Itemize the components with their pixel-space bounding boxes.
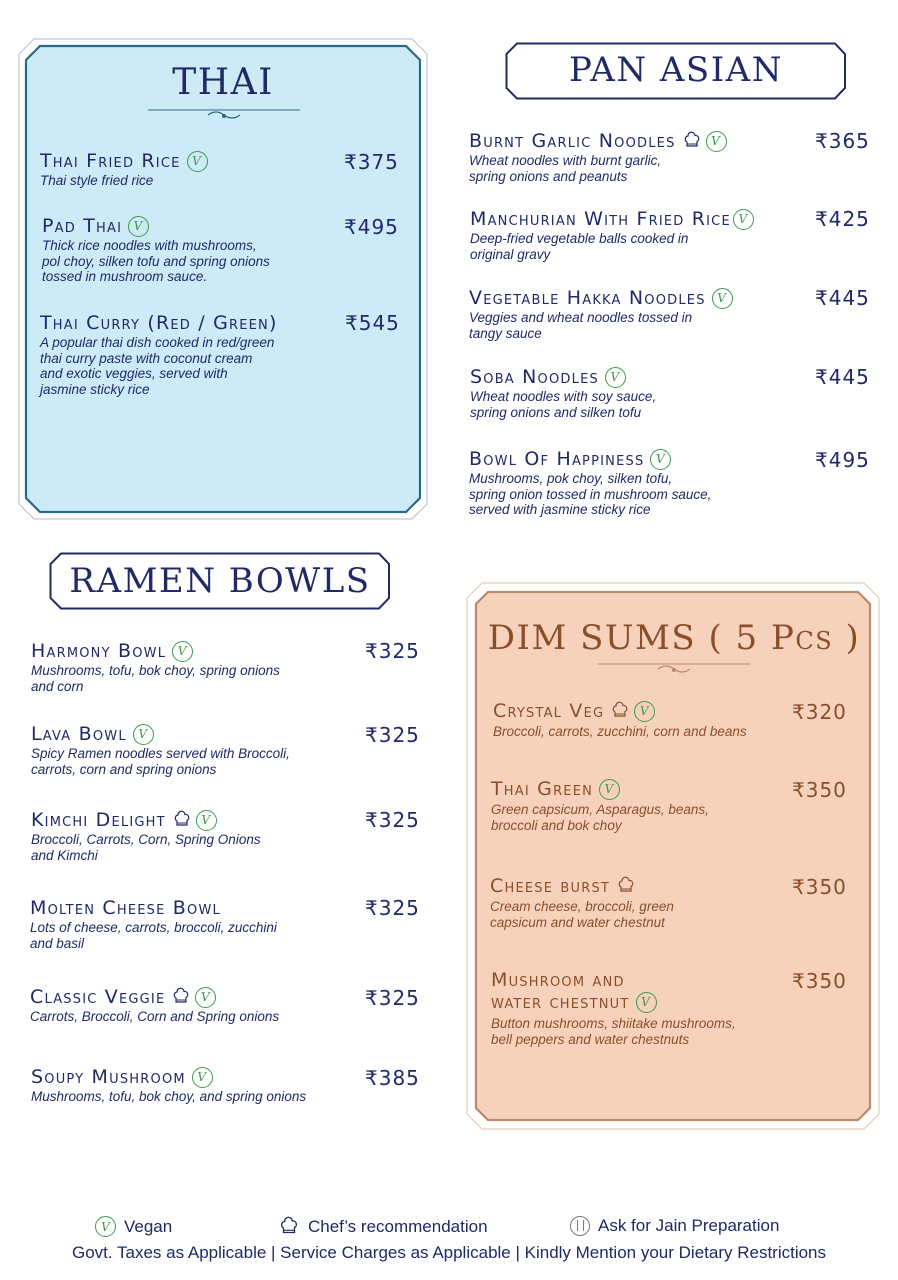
vegan-icon: V	[172, 641, 193, 662]
item-desc: Deep-fried vegetable balls cooked in original gravy	[470, 231, 689, 262]
item-price: ₹325	[365, 723, 420, 747]
item-price: ₹325	[365, 808, 420, 832]
legend-vegan	[95, 1216, 172, 1237]
item-desc: Carrots, Broccoli, Corn and Spring onions	[30, 1009, 280, 1024]
item-desc: Mushrooms, tofu, bok choy, and spring onions	[31, 1089, 307, 1104]
item-price: ₹350	[792, 875, 847, 899]
item-desc: Lots of cheese, carrots, broccoli, zucchini and basil	[30, 920, 277, 951]
vegan-icon: V	[192, 1067, 213, 1088]
item-name: Thai Fried Rice	[40, 150, 181, 172]
item-desc: Veggies and wheat noodles tossed in tangy sauce	[469, 310, 693, 341]
ramen-item-harmony	[31, 640, 351, 694]
pan-asian-item-soba	[470, 366, 790, 420]
thai-title-ornament	[146, 105, 302, 119]
item-name: Burnt Garlic Noodles	[469, 130, 676, 152]
vegan-icon: V	[195, 987, 216, 1008]
ramen-item-classic-veggie	[30, 986, 350, 1025]
vegan-icon: V	[196, 810, 217, 831]
pan-asian-title: PAN ASIAN	[569, 50, 783, 90]
item-name: Soba Noodles	[470, 366, 599, 388]
chef-hat-icon	[682, 131, 702, 151]
item-name-line2: water chestnut	[491, 991, 630, 1013]
vegan-icon: V	[706, 131, 727, 152]
vegan-icon: V	[650, 449, 671, 470]
legend	[0, 1214, 898, 1240]
item-price: ₹350	[792, 778, 847, 802]
item-price: ₹320	[792, 700, 847, 724]
ramen-item-kimchi	[31, 809, 351, 863]
item-price: ₹425	[815, 207, 870, 231]
item-price: ₹375	[344, 150, 399, 174]
legend-chef-label: Chef’s recommendation	[308, 1217, 488, 1236]
item-price: ₹545	[345, 311, 400, 335]
item-desc: Thick rice noodles with mushrooms, pol choy, silken tofu and spring onions tossed in mushroom sauce.	[42, 238, 270, 284]
item-desc: Broccoli, Carrots, Corn, Spring Onions and Kimchi	[31, 832, 261, 863]
thai-item-fried-rice	[40, 150, 340, 189]
item-price: ₹445	[815, 286, 870, 310]
chef-hat-icon	[278, 1216, 300, 1238]
item-name: Thai Curry (Red / Green)	[40, 312, 278, 334]
item-name: Molten Cheese Bowl	[30, 897, 221, 919]
item-name: Thai Green	[491, 778, 594, 800]
chef-hat-icon	[616, 876, 636, 896]
legend-jain	[570, 1216, 779, 1236]
vegan-icon: V	[634, 701, 655, 722]
item-name: Vegetable Hakka Noodles	[469, 287, 706, 309]
pan-asian-item-burnt-garlic	[469, 130, 809, 184]
vegan-icon: V	[733, 209, 754, 230]
item-desc: A popular thai dish cooked in red/green thai curry paste with coconut cream and exotic veggies, served with jasmine sticky rice	[40, 335, 275, 397]
item-price: ₹385	[365, 1066, 420, 1090]
item-desc: Button mushrooms, shiitake mushrooms, bell peppers and water chestnuts	[491, 1016, 736, 1047]
chef-hat-icon	[171, 987, 191, 1007]
pan-asian-item-hakka	[469, 287, 809, 341]
item-price: ₹325	[365, 639, 420, 663]
chef-hat-icon	[610, 701, 630, 721]
dim-sums-title: DIM SUMS ( 5 Pcs )	[487, 618, 861, 658]
legend-jain-label: Ask for Jain Preparation	[598, 1216, 780, 1235]
dim-sums-title-ornament	[596, 659, 752, 673]
item-price: ₹325	[365, 896, 420, 920]
item-desc: Broccoli, carrots, zucchini, corn and beans	[493, 724, 747, 739]
dim-sums-item-cheese-burst	[490, 875, 790, 930]
vegan-icon: V	[133, 724, 154, 745]
ramen-item-soupy-mushroom	[31, 1066, 351, 1105]
thai-item-pad-thai	[42, 215, 342, 285]
thai-title: THAI	[172, 62, 274, 103]
vegan-icon: V	[605, 367, 626, 388]
item-name: Crystal Veg	[493, 700, 605, 722]
thai-item-curry	[40, 312, 340, 397]
item-price: ₹350	[792, 969, 847, 993]
footer-note: Govt. Taxes as Applicable | Service Charges as Applicable | Kindly Mention your Dietary Restrictions	[71, 1243, 827, 1262]
pan-asian-item-bowl-of-happiness	[469, 448, 799, 518]
item-name: Soupy Mushroom	[31, 1066, 186, 1088]
item-name: Manchurian With Fried Rice	[470, 208, 731, 230]
item-name: Pad Thai	[42, 215, 123, 237]
item-price: ₹445	[815, 365, 870, 389]
item-price: ₹495	[815, 448, 870, 472]
item-name: Classic Veggie	[30, 986, 166, 1008]
item-desc: Thai style fried rice	[40, 173, 154, 188]
item-desc: Wheat noodles with soy sauce, spring onions and silken tofu	[470, 389, 657, 420]
item-desc: Green capsicum, Asparagus, beans, broccoli and bok choy	[491, 802, 709, 833]
legend-vegan-label: Vegan	[124, 1216, 173, 1236]
ramen-item-molten-cheese	[30, 897, 350, 951]
item-name: Bowl Of Happiness	[469, 448, 645, 470]
vegan-icon: V	[95, 1216, 116, 1237]
item-name: Cheese burst	[490, 875, 611, 897]
ramen-title: RAMEN BOWLS	[69, 561, 371, 601]
item-desc: Cream cheese, broccoli, green capsicum and water chestnut	[490, 899, 674, 930]
dim-sums-item-mushroom-chestnut	[491, 969, 791, 1047]
legend-chef	[278, 1216, 488, 1238]
vegan-icon: V	[636, 992, 657, 1013]
item-price: ₹495	[344, 215, 399, 239]
item-desc: Mushrooms, pok choy, silken tofu, spring onion tossed in mushroom sauce, served with jasmine sticky rice	[469, 471, 712, 517]
item-desc: Mushrooms, tofu, bok choy, spring onions and corn	[31, 663, 280, 694]
dim-sums-item-thai-green	[491, 778, 791, 833]
item-price: ₹365	[815, 129, 870, 153]
item-name-line1: Mushroom and	[491, 969, 625, 991]
vegan-icon: V	[712, 288, 733, 309]
item-name: Lava Bowl	[31, 723, 127, 745]
item-name: Kimchi Delight	[31, 809, 166, 831]
item-price: ₹325	[365, 986, 420, 1010]
vegan-icon: V	[128, 216, 149, 237]
item-name: Harmony Bowl	[31, 640, 167, 662]
vegan-icon: V	[187, 151, 208, 172]
jain-icon	[570, 1216, 590, 1236]
item-desc: Wheat noodles with burnt garlic, spring onions and peanuts	[469, 153, 662, 184]
vegan-icon: V	[599, 779, 620, 800]
dim-sums-item-crystal-veg	[493, 700, 793, 740]
ramen-item-lava	[31, 723, 351, 777]
chef-hat-icon	[172, 810, 192, 830]
item-desc: Spicy Ramen noodles served with Broccoli, carrots, corn and spring onions	[31, 746, 290, 777]
pan-asian-item-manchurian	[470, 208, 815, 262]
